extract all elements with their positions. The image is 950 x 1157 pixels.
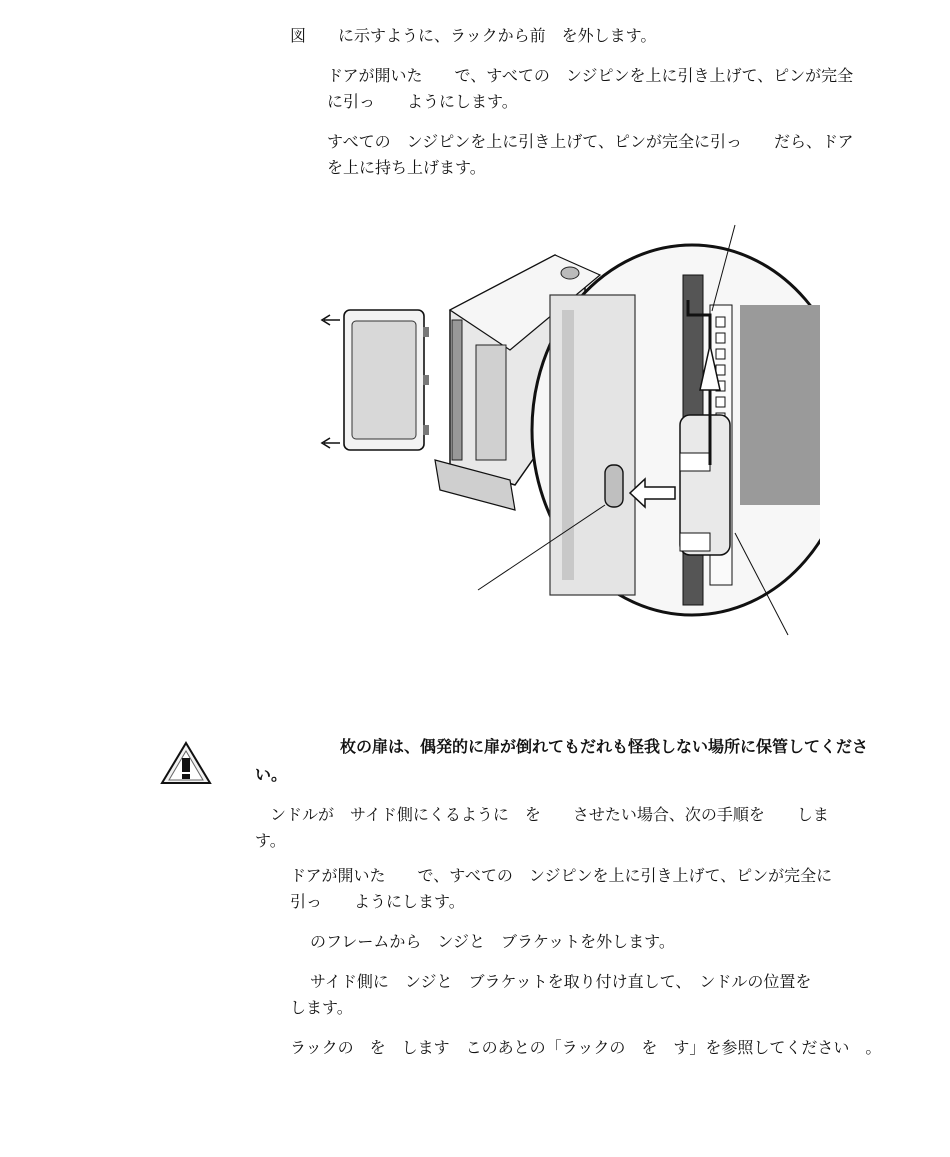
door-panel [344,310,429,450]
detail-magnifier [532,245,820,615]
rack-door-figure [300,215,820,645]
reverse-step-1-line-1: ドアが開いた で、すべての ンジピンを上に引き上げて、ピンが完全に [290,866,833,885]
caution-icon [160,740,212,786]
intro-text: 図 に示すように、ラックから前 を外します。 [290,26,657,45]
reverse-step-1-line-2: 引っ ようにします。 [290,892,465,911]
reverse-step-3-line-1: サイド側に ンジと ブラケットを取り付け直して、 ンドルの位置を [310,972,812,991]
reverse-intro-line-2: す。 [255,831,286,850]
step-1-line-1: ドアが開いた で、すべての ンジピンを上に引き上げて、ピンが完全 [327,66,854,85]
caution-line-1: 枚の扉は、偶発的に扉が倒れてもだれも怪我しない場所に保管してくださ [340,737,869,756]
reverse-step-2-line-1: のフレームから ンジと ブラケットを外します。 [310,932,675,951]
step-2-line-1: すべての ンジピンを上に引き上げて、ピンが完全に引っ だら、ドア [327,132,854,151]
step-1-line-2: に引っ ようにします。 [327,92,518,111]
reverse-intro-line-1: ンドルが サイド側にくるように を させたい場合、次の手順を しま [270,805,829,824]
caution-line-2: い。 [255,765,288,784]
reverse-step-4-line-1: ラックの を します このあとの「ラックの を す」を参照してください 。 [290,1038,882,1057]
reverse-step-3-line-2: します。 [290,998,353,1017]
step-2-line-2: を上に持ち上げます。 [327,158,486,177]
left-arrow-icon [322,315,340,448]
